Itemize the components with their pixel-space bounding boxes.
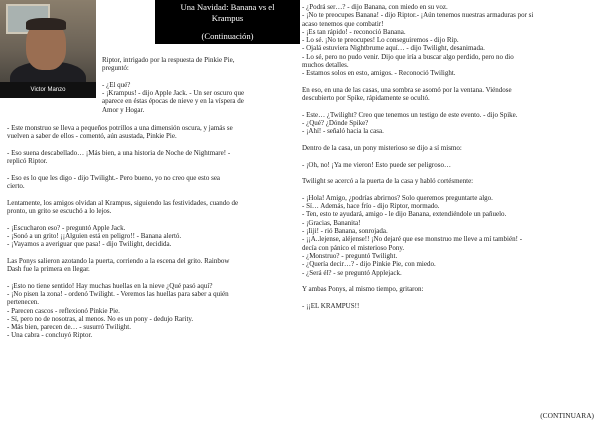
author-photo: [0, 0, 96, 98]
story-title-line2: Krampus: [211, 12, 244, 23]
story-text-left: - Este monstruo se lleva a pequeños potrillos a una dimensión oscura, y jamás se vuelven a saber de ellos - comentó, aún asustada, Pinkie Pie. - Eso suena descabellado… ¡Más bien, a una historia de Noche de Nightmare! - replicó Riptor. - Eso es lo que les digo - dijo Twilight.- Pero bueno, yo no creo que esto sea cierto. Lentamente, los amigos olvidan al Krampus, siguiendo las festividades, cuando de pronto, un grito se escuchó a lo lejos. - ¡Escucharon eso? - preguntó Apple Jack. - ¡Sonó a un grito! ¡¡Alguien está en peligro!! - Banana alertó. - ¡Vayamos a averiguar que pasa! - dijo Twilight, decidida. Las Ponys salieron azotando la puerta, corriendo a la escena del grito. Rainbow Dash fue la primera en llegar. - ¡Esto no tiene sentido! Hay muchas huellas en la nieve ¿Qué pasó aquí? - ¡No pisen la zona! - ordenó Twilight. - Veremos las huellas para saber a quién pertenecen. - Parecen cascos - reflexionó Pinkie Pie. - Sí, pero no de nosotras, al menos. No es un pony - dedujo Rarity. - Más bien, parecen de… - susurró Twilight. - Una cabra - concluyó Riptor.: [7, 124, 239, 340]
story-text-top: Riptor, intrigado por la respuesta de Pinkie Pie, preguntó: - ¿El qué? - ¡Krampus! - dijo Apple Jack. - Un ser oscuro que aparece en éstas épocas de nieve y en la víspera de Amor y Hogar.: [102, 56, 245, 114]
story-title-line1: Una Navidad: Banana vs el: [180, 2, 275, 12]
story-title-box: [155, 0, 300, 44]
photo-hair: [26, 18, 66, 30]
story-text-right: - ¿Podrá ser…? - dijo Banana, con miedo en su voz. - ¡No te preocupes Banana! - dijo Riptor.- ¡Aún tenemos nuestras armaduras por si acaso tenemos que combatir! - ¡Es tan rápido! - reconoció Banana. - Lo sé. ¡No te preocupes! Lo conseguiremos - dijo Rip. - Ojalá estuviera Nightbrume aquí… - dijo Twilight, desanimada. - Lo sé, pero no pudo venir. Dijo que iría a buscar algo perdido, pero no dio muchos detalles. - Estamos solos en esto, amigos. - Reconoció Twilight. En eso, en una de las casas, una sombra se asomó por la ventana. Viéndose descubierto por Spike, rápidamente se ocultó. - Este… ¿Twilight? Creo que tenemos un testigo de este evento. - dijo Spike. - ¿Qué? ¿Dónde Spike? - ¡Ahí! - señaló hacia la casa. Dentro de la casa, un pony misterioso se dijo a sí mismo: - ¡Oh, no! ¡Ya me vieron! Esto puede ser peligroso… Twilight se acercó a la puerta de la casa y habló cortésmente: - ¡Hola! Amigo, ¿podrías abrirnos? Solo queremos preguntarte algo. - Sí… Además, hace frío - dijo Riptor, mormado. - Ten, esto te ayudará, amigo - le dijo Banana, extendiéndole un pañuelo. - ¡Gracias, Bananita! - ¡Iiji! - rió Banana, sonrojada. - ¡¡A..lejense, aléjense!! ¡No dejaré que ese monstruo me lleve a mí también! - decía con pánico el misterioso Pony. - ¿Monstruo? - preguntó Twilight. - ¿Quería decir…? - dijo Pinkie Pie, con miedo. - ¿Será él? - se preguntó Applejack. Y ambas Ponys, al mismo tiempo, gritaron: - ¡¡EL KRAMPUS!!: [302, 3, 534, 310]
author-name: Victor Manzo: [0, 82, 96, 98]
continuation-note: (CONTINUARA): [540, 411, 594, 420]
story-subtitle: (Continuación): [201, 31, 254, 41]
